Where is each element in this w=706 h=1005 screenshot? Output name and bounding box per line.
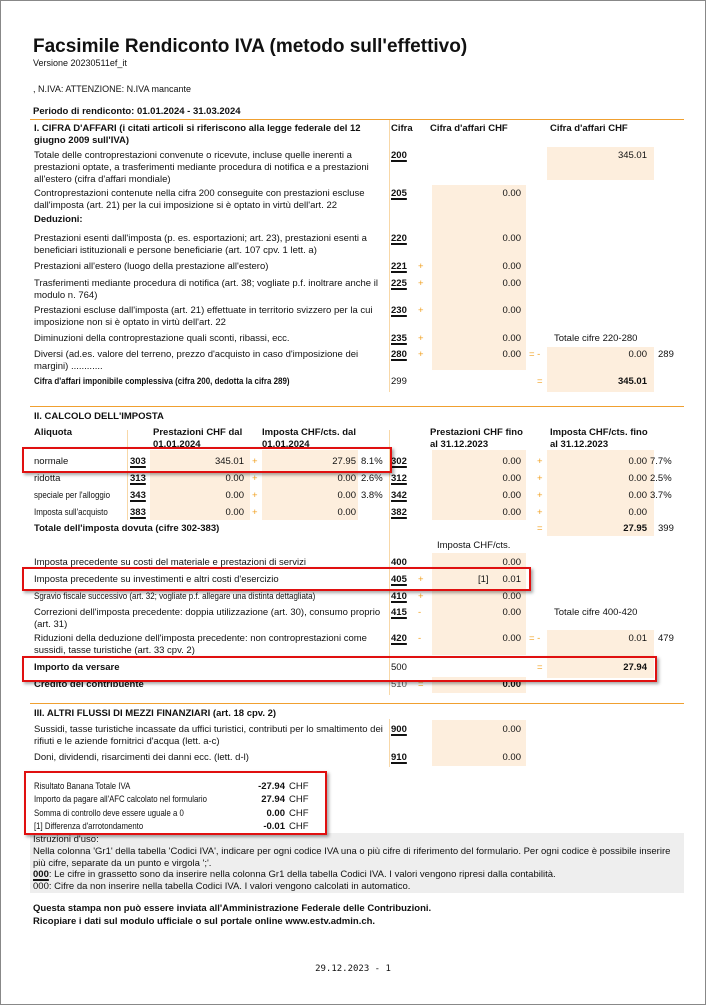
divider <box>30 119 684 120</box>
row-value[interactable]: 0.00 <box>502 278 521 289</box>
divider <box>389 719 390 767</box>
plus-sign: + <box>537 490 543 501</box>
prest-old-value[interactable]: 0.00 <box>502 507 521 518</box>
col-cifra: Cifra <box>391 123 413 134</box>
row-value[interactable]: 0.00 <box>502 305 521 316</box>
row-code: 230 <box>391 305 407 316</box>
plus-sign: + <box>537 473 543 484</box>
version: Versione 20230511ef_it <box>33 58 127 68</box>
row-desc: Riduzioni della deduzione dell'imposta precedente: non controprestazioni come sussidi, tasse turistiche (art. 33 cpv. 2) <box>34 633 367 656</box>
plus-sign: + <box>252 473 258 484</box>
row-desc: Prestazioni esenti dall'imposta (p. es. esportazioni; art. 23), prestazioni esenti a beneficiari istituzionali e persone beneficiarie (art. 107 cpv. 1 lett. a) <box>34 233 367 256</box>
rate-pct-old: 7.7% <box>650 456 672 467</box>
section-1-title: I. CIFRA D'AFFARI (i citati articoli si riferiscono alla legge federale del 12 giugno 2009 sull'IVA) <box>34 123 361 146</box>
rate-pct: 2.6% <box>361 473 383 484</box>
imp-old-value[interactable]: 0.00 <box>628 507 647 518</box>
equals-sign: = <box>418 679 424 690</box>
prest-value[interactable]: 0.00 <box>225 507 244 518</box>
plus-sign: + <box>418 305 424 316</box>
equals-sign: = <box>537 376 543 387</box>
imp-value[interactable]: 27.95 <box>332 456 356 467</box>
highlight-normale <box>22 447 392 473</box>
summary-unit: CHF <box>289 794 309 805</box>
row-desc: Cifra d'affari imponibile complessiva (cifra 200, dedotta la cifra 289) <box>34 376 290 387</box>
plus-sign: + <box>418 333 424 344</box>
row-desc: Totale delle controprestazioni convenute o ricevute, incluse quelle inerenti a prestazioni optate, a trasferimenti mediante procedura di notifica e a prestazioni all'estero (cifra d'affari mondiale) <box>34 150 369 185</box>
period: Periodo di rendiconto: 01.01.2024 - 31.03.2024 <box>33 106 241 117</box>
row-code: 221 <box>391 261 407 272</box>
row-value: 0.00 <box>502 679 521 690</box>
summary-unit: CHF <box>289 808 309 819</box>
row-code: 280 <box>391 349 407 360</box>
total-value: 0.01 <box>628 633 647 644</box>
total-code: 289 <box>658 349 674 360</box>
row-value[interactable]: 0.00 <box>502 333 521 344</box>
summary-value: 0.00 <box>266 808 285 819</box>
deduzioni-label: Deduzioni: <box>34 214 83 225</box>
row-code: 235 <box>391 333 407 344</box>
row-desc: Totale dell'imposta dovuta (cifre 302-383) <box>34 523 220 534</box>
divider <box>30 406 684 407</box>
imp-old-value[interactable]: 0.00 <box>628 473 647 484</box>
equals-minus: = - <box>529 633 541 644</box>
summary-label: Somma di controllo deve essere uguale a 0 <box>34 808 184 819</box>
row-value[interactable]: 0.00 <box>502 188 521 199</box>
total-label: Totale cifre 220-280 <box>554 333 638 344</box>
prest-value[interactable]: 0.00 <box>225 490 244 501</box>
notice-line1: Questa stampa non può essere inviata all'Amministrazione Federale delle Contribuzioni. <box>33 903 432 914</box>
plus-sign: + <box>537 456 543 467</box>
row-value[interactable]: 0.00 <box>502 557 521 568</box>
summary-value: -27.94 <box>258 781 285 792</box>
col-cifra-affari-b: Cifra d'affari CHF <box>550 123 628 134</box>
row-value: 345.01 <box>617 376 647 387</box>
rate-pct-old: 3.7% <box>650 490 672 501</box>
instructions-line1: Nella colonna 'Gr1' della tabella 'Codici IVA', indicare per ogni codice IVA una o più cifre di riferimento del formulario. Per ogni codice è possibile inserire più cifre, separate da un punto e virgola ';'. <box>33 846 671 869</box>
rate-pct-old: 2.5% <box>650 473 672 484</box>
footnote-ref: [1] <box>478 574 489 585</box>
plus-sign: + <box>418 574 424 585</box>
rate-label: normale <box>34 456 69 467</box>
rate-code: 303 <box>130 456 146 467</box>
rate-code-old: 382 <box>391 507 407 518</box>
page-footer: 29.12.2023 - 1 <box>315 964 391 974</box>
row-code: 220 <box>391 233 407 244</box>
row-value[interactable]: 0.00 <box>502 261 521 272</box>
prest-value[interactable]: 0.00 <box>225 473 244 484</box>
row-desc: Imposta precedente su investimenti e altri costi d'esercizio <box>34 574 279 585</box>
prest-old-value[interactable]: 0.00 <box>502 490 521 501</box>
imp-value[interactable]: 0.00 <box>337 490 356 501</box>
summary-value: 27.94 <box>261 794 285 805</box>
row-desc: Credito del contribuente <box>34 679 144 690</box>
row-value[interactable]: 0.01 <box>502 574 521 585</box>
row-value[interactable]: 0.00 <box>502 607 521 618</box>
imp-old-value[interactable]: 0.00 <box>628 490 647 501</box>
equals-sign: = <box>537 523 543 534</box>
minus-sign: - <box>418 607 422 618</box>
h-prest-new: Prestazioni CHF dal 01.01.2024 <box>153 427 243 450</box>
row-desc: Importo da versare <box>34 662 120 673</box>
page-title: Facsimile Rendiconto IVA (metodo sull'effettivo) <box>33 36 468 57</box>
equals-sign: = <box>537 662 543 673</box>
highlight-500 <box>22 656 657 682</box>
plus-sign: + <box>418 349 424 360</box>
highlight-405 <box>22 567 531 591</box>
total-value: 0.00 <box>628 349 647 360</box>
row-desc: Diversi (ad.es. valore del terreno, prezzo d'acquisto in caso d'imposizione dei margini) ............ <box>34 349 359 372</box>
summary-value: -0.01 <box>263 821 285 832</box>
row-desc: Doni, dividendi, risarcimenti dei danni ecc. (lett. d-l) <box>34 752 249 763</box>
h-imp-new: Imposta CHF/cts. dal 01.01.2024 <box>262 427 356 450</box>
row-value[interactable]: 0.00 <box>502 724 521 735</box>
plus-sign: + <box>418 261 424 272</box>
row-code: 400 <box>391 557 407 568</box>
imp-header: Imposta CHF/cts. <box>437 540 511 551</box>
plus-sign: + <box>252 456 258 467</box>
rate-code-old: 312 <box>391 473 407 484</box>
prest-old-value[interactable]: 0.00 <box>502 456 521 467</box>
instructions-line2-text: : Le cifre in grassetto sono da inserire nella colonna Gr1 della tabella Codici IVA. I valori vengono ripresi dalla contabilità. <box>48 869 556 880</box>
total-code: 479 <box>658 633 674 644</box>
rate-code-old: 302 <box>391 456 407 467</box>
instructions-line3: 000: Cifre da non inserire nella tabella Codici IVA. I valori vengono calcolati in automatico. <box>33 881 411 892</box>
row-desc: Correzioni dell'imposta precedente: doppia utilizzazione (art. 30), consumo proprio (art. 31) <box>34 607 381 630</box>
row-desc: Imposta precedente su costi del materiale e prestazioni di servizi <box>34 557 306 568</box>
row-code: 415 <box>391 607 407 618</box>
instructions-line2 <box>33 869 556 881</box>
rate-code: 343 <box>130 490 146 501</box>
equals-minus: = - <box>529 349 541 360</box>
imp-value[interactable]: 0.00 <box>337 507 356 518</box>
h-prest-old: Prestazioni CHF fino al 31.12.2023 <box>430 427 523 450</box>
summary-unit: CHF <box>289 781 309 792</box>
row-value[interactable]: 0.00 <box>502 233 521 244</box>
row-code: 405 <box>391 574 407 585</box>
row-desc: Controprestazioni contenute nella cifra 200 conseguite con prestazioni escluse dall'imposta (art. 21) per la cui imposizione si è optato in virtù dell'art. 22 <box>34 188 365 211</box>
rate-pct: 8.1% <box>361 456 383 467</box>
row-value: 27.95 <box>623 523 647 534</box>
h-imp-old: Imposta CHF/cts. fino al 31.12.2023 <box>550 427 648 450</box>
row-code: 510 <box>391 679 407 690</box>
section-2-title: II. CALCOLO DELL'IMPOSTA <box>34 411 164 422</box>
divider <box>389 120 390 392</box>
section-3-title: III. ALTRI FLUSSI DI MEZZI FINANZIARI (art. 18 cpv. 2) <box>34 708 277 719</box>
row-value[interactable]: 345.01 <box>617 150 647 161</box>
summary-unit: CHF <box>289 821 309 832</box>
row-code: 399 <box>658 523 674 534</box>
row-code: 205 <box>391 188 407 199</box>
plus-sign: + <box>418 591 424 602</box>
divider <box>127 430 128 520</box>
rate-label: ridotta <box>34 473 61 484</box>
row-desc: Sussidi, tasse turistiche incassate da uffici turistici, contributi per lo smaltimento dei rifiuti e le aziende fornitrici d'acqua (lett. a-c) <box>34 724 383 747</box>
row-code: 299 <box>391 376 407 387</box>
row-code: 900 <box>391 724 407 735</box>
plus-sign: + <box>252 507 258 518</box>
row-desc: Trasferimenti mediante procedura di notifica (art. 38; vogliate p.f. inoltrare anche il modulo n. 764) <box>34 278 378 301</box>
prest-value[interactable]: 345.01 <box>214 456 244 467</box>
summary-label: Importo da pagare all'AFC calcolato nel formulario <box>34 794 207 805</box>
row-code: 225 <box>391 278 407 289</box>
divider <box>30 703 684 704</box>
minus-sign: - <box>418 633 422 644</box>
total-label: Totale cifre 400-420 <box>554 607 638 618</box>
plus-sign: + <box>252 490 258 501</box>
row-value: 27.94 <box>623 662 647 673</box>
rate-label: Imposta sull'acquisto <box>34 507 108 518</box>
row-desc: Sgravio fiscale successivo (art. 32; vogliate p.f. allegare una distinta dettagliata) <box>34 591 316 602</box>
rate-code: 313 <box>130 473 146 484</box>
vat-notice: , N.IVA: ATTENZIONE: N.IVA mancante <box>33 84 192 94</box>
prest-old-value[interactable]: 0.00 <box>502 473 521 484</box>
row-value[interactable]: 0.00 <box>502 349 521 360</box>
summary-label: [1] Differenza d'arrotondamento <box>34 821 144 832</box>
row-code: 410 <box>391 591 407 602</box>
plus-sign: + <box>418 278 424 289</box>
imp-old-value[interactable]: 0.00 <box>628 456 647 467</box>
row-code: 420 <box>391 633 407 644</box>
summary-label: Risultato Banana Totale IVA <box>34 781 131 792</box>
instructions-title: Istruzioni d'uso: <box>33 834 99 845</box>
row-code: 500 <box>391 662 407 673</box>
rate-code-old: 342 <box>391 490 407 501</box>
notice-line2: Ricopiare i dati sul modulo ufficiale o sul portale online www.estv.admin.ch. <box>33 916 376 927</box>
row-desc: Prestazioni all'estero (luogo della prestazione all'estero) <box>34 261 269 272</box>
col-cifra-affari-a: Cifra d'affari CHF <box>430 123 508 134</box>
rate-label: speciale per l'alloggio <box>34 490 111 501</box>
highlight-summary <box>24 771 327 835</box>
h-aliquota: Aliquota <box>34 427 72 438</box>
row-desc: Prestazioni escluse dall'imposta (art. 21) effettuate in territorio svizzero per la cui imposizione non si è optato in virtù dell'art. 22 <box>34 305 373 328</box>
row-desc: Diminuzioni della controprestazione quali sconti, ribassi, ecc. <box>34 333 290 344</box>
row-code: 200 <box>391 150 407 161</box>
row-value[interactable]: 0.00 <box>502 633 521 644</box>
imp-value[interactable]: 0.00 <box>337 473 356 484</box>
rate-code: 383 <box>130 507 146 518</box>
row-code: 910 <box>391 752 407 763</box>
row-value[interactable]: 0.00 <box>502 752 521 763</box>
rate-pct: 3.8% <box>361 490 383 501</box>
plus-sign: + <box>537 507 543 518</box>
bold-code-sample: 000 <box>33 869 49 880</box>
row-value[interactable]: 0.00 <box>502 591 521 602</box>
